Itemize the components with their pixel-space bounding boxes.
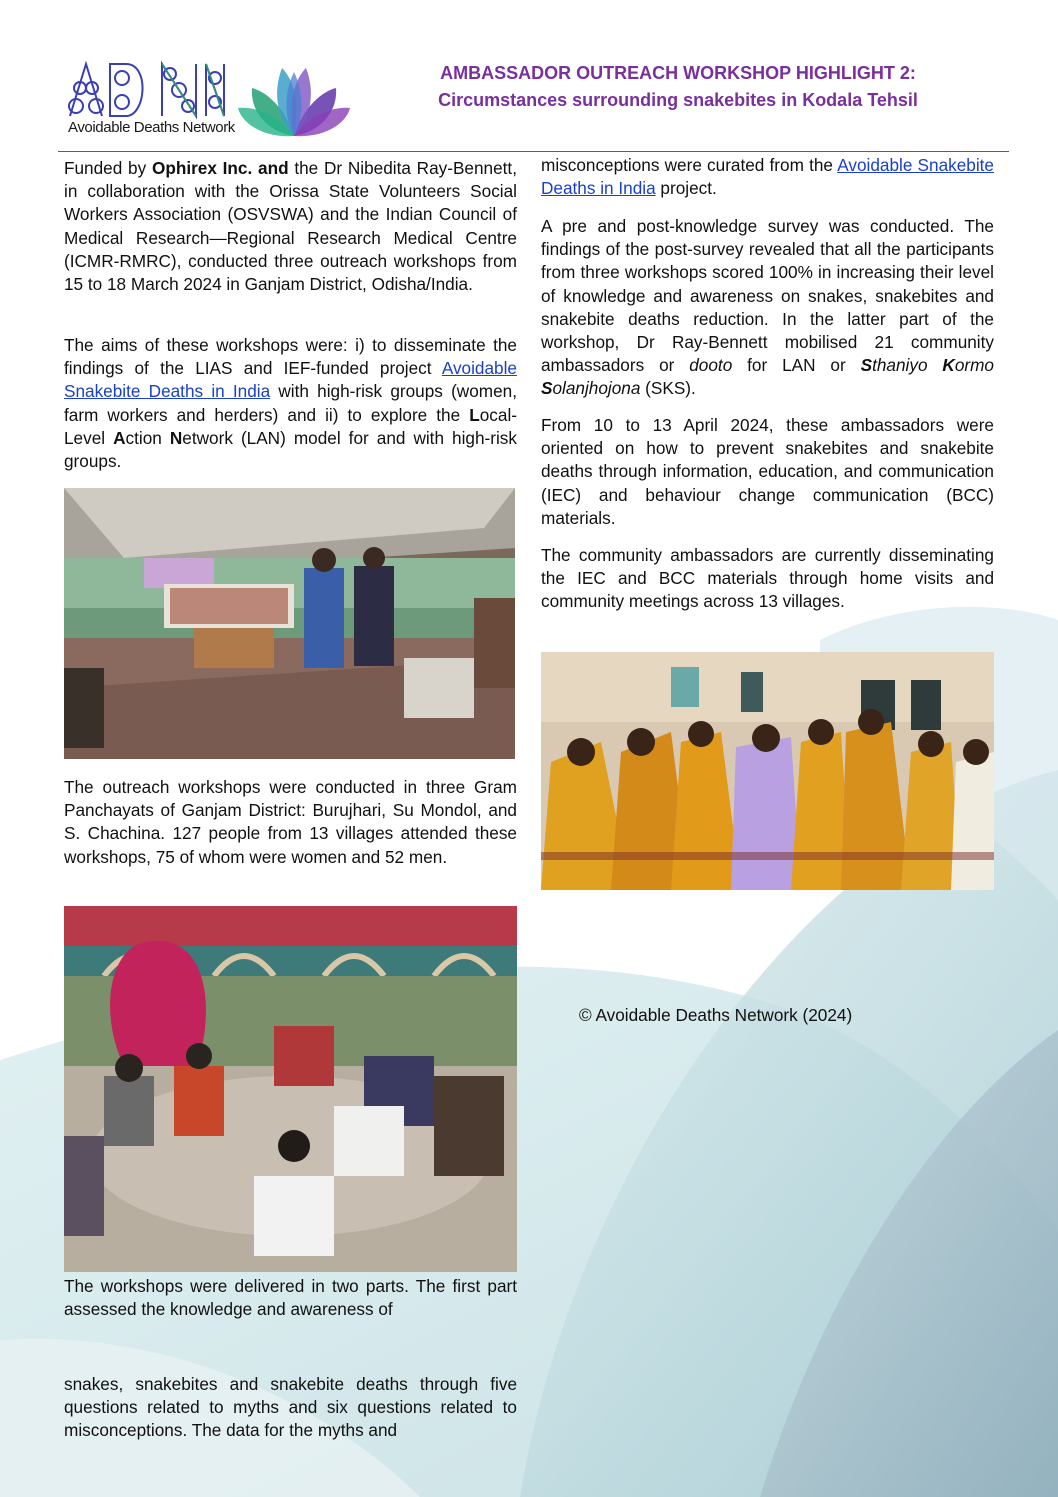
- page-title: [360, 60, 996, 114]
- ambassadors-group-photo: [541, 652, 994, 890]
- acronym-letter: L: [469, 404, 480, 425]
- workshop-photo-2: [64, 906, 517, 1272]
- text: ction: [125, 427, 170, 448]
- text: etwork (LAN) model for and with high-risk groups.: [64, 427, 517, 472]
- title-line-1: AMBASSADOR OUTREACH WORKSHOP HIGHLIGHT 2:: [440, 63, 916, 83]
- left-paragraph-2: [64, 334, 517, 473]
- right-paragraph-1: [541, 154, 994, 200]
- text: The aims of these workshops were: i) to disseminate the findings of the LIAS and IEF-funded project: [64, 335, 517, 379]
- photo-1-caption: The outreach workshops were conducted in three Gram Panchayats of Ganjam District: Burujhari, Su Mondol, and S. Chachina. 127 people from 13 villages attended these workshops, 75 of whom were women and 52 men.: [64, 777, 517, 867]
- text: ormo: [954, 355, 994, 376]
- term-dooto: dooto: [689, 355, 733, 376]
- text: thaniyo: [872, 355, 943, 376]
- right-paragraph-3: From 10 to 13 April 2024, these ambassadors were oriented on how to prevent snakebites and snakebite deaths through information, education, and communication (IEC) and behaviour change communication (BCC) materials.: [541, 415, 994, 528]
- logo-text: Avoidable Deaths Network: [68, 119, 235, 136]
- project-link[interactable]: Avoidable Snakebite Deaths in India: [64, 358, 517, 402]
- right-paragraph-2: [541, 215, 994, 401]
- workshop-photo-1: [64, 488, 515, 759]
- acronym-letter: K: [942, 355, 955, 376]
- text: for LAN or: [732, 355, 861, 376]
- acronym-letter: A: [113, 427, 126, 448]
- acronym-letter: S: [860, 355, 873, 376]
- funder-name: Ophirex Inc. and: [151, 158, 289, 178]
- acronym-letter: N: [169, 427, 183, 448]
- acronym-letter: S: [541, 378, 553, 399]
- text: misconceptions were curated from the: [541, 155, 838, 175]
- text: olanjhojona: [552, 378, 641, 399]
- header-divider: [58, 151, 1009, 152]
- text: project.: [655, 178, 717, 199]
- left-paragraph-1: [64, 157, 517, 296]
- project-link[interactable]: Avoidable Snakebite Deaths in India: [541, 155, 994, 199]
- text: with high-risk groups (women, farm workers and herders) and ii) to explore the: [64, 381, 517, 425]
- copyright-notice: © Avoidable Deaths Network (2024): [579, 1005, 853, 1025]
- title-line-2: Circumstances surrounding snakebites in Kodala Tehsil: [438, 90, 918, 110]
- text: (SKS).: [640, 378, 696, 399]
- text: ocal-Level: [64, 404, 517, 448]
- left-paragraph-bottom: snakes, snakebites and snakebite deaths through five questions related to myths and six questions related to misconceptions. The data for the myths and: [64, 1374, 517, 1441]
- right-paragraph-4: The community ambassadors are currently disseminating the IEC and BCC materials through home visits and community meetings across 13 villages.: [541, 545, 994, 612]
- photo-2-caption: The workshops were delivered in two parts. The first part assessed the knowledge and awareness of: [64, 1276, 517, 1320]
- text: Funded by: [64, 158, 152, 178]
- text: the Dr Nibedita Ray-Bennett, in collaboration with the Orissa State Volunteers Social Workers Association (OSVSWA) and the Indian Council of Medical Research—Regional Research Medical Centre (ICMR-RMRC), conducted three outreach workshops from 15 to 18 March 2024 in Ganjam District, Odisha/India.: [64, 158, 517, 295]
- text: A pre and post-knowledge survey was conducted. The findings of the post-survey revealed that all the participants from three workshops scored 100% in increasing their level of knowledge and awareness on snakes, snakebites and snakebite deaths reduction. In the latter part of the workshop, Dr Ray-Bennett mobilised 21 community ambassadors or: [541, 216, 994, 376]
